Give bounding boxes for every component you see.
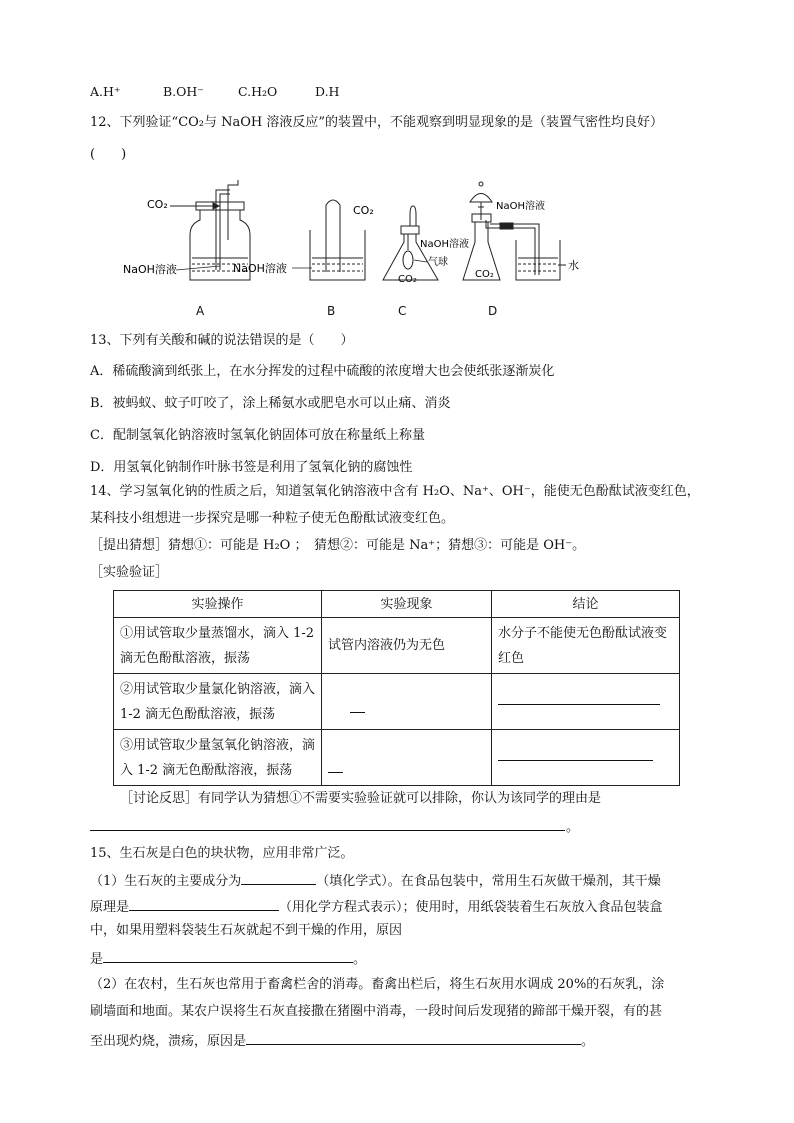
table-row (114, 618, 680, 674)
caption-d: D (488, 304, 498, 318)
q13-option-b: B．被蚂蚁、蚊子叮咬了，涂上稀氨水或肥皂水可以止痛、消炎 (90, 396, 451, 411)
q13-option-a: A．稀硫酸滴到纸张上，在水分挥发的过程中硫酸的浓度增大也会使纸张逐渐炭化 (90, 364, 555, 379)
row2-phenomenon-blank[interactable] (322, 674, 492, 730)
blank-formula[interactable] (241, 870, 316, 885)
q15-p2-line2: 刷墙面和地面。某农户误将生石灰直接撒在猪圈中消毒，一段时间后发现猪的蹄部干燥开裂，有的甚 (90, 1004, 663, 1019)
q12-answer-paren: ( ) (90, 147, 127, 162)
label-co2-a: CO₂ (147, 198, 168, 211)
q15-title: 15、生石灰是白色的块状物，应用非常广泛。 (90, 846, 354, 861)
q14-line-1: 14、学习氢氧化钠的性质之后，知道氢氧化钠溶液中含有 H₂O、Na⁺、OH⁻，能使无色酚酞试液变红色， (90, 484, 700, 499)
header-conclusion: 结论 (492, 591, 680, 618)
q13-stem: 13、下列有关酸和碱的说法错误的是（ ） (90, 333, 354, 348)
header-operation: 实验操作 (114, 591, 322, 618)
q13-option-d: D．用氢氧化钠制作叶脉书签是利用了氢氧化钠的腐蚀性 (90, 460, 413, 475)
q14-verify-heading: ［实验验证］ (90, 565, 169, 580)
caption-b: B (327, 304, 336, 318)
row3-conclusion-blank[interactable] (492, 730, 680, 786)
label-naoh-d: NaOH溶液 (496, 201, 545, 212)
q14-line-2: 某科技小组想进一步探究是哪一种粒子使无色酚酞试液变红色。 (90, 511, 455, 526)
row1-phenomenon: 试管内溶液仍为无色 (322, 618, 492, 674)
q12-stem: 12、下列验证“CO₂与 NaOH 溶液反应”的装置中，不能观察到明显现象的是（装置气密性均良好） (90, 115, 664, 130)
q15-p1-line4: 是 。 (90, 948, 366, 969)
blank-reason-2[interactable] (246, 1030, 581, 1045)
row1-conclusion: 水分子不能使无色酚酞试液变红色 (492, 618, 680, 674)
row2-conclusion-blank[interactable] (492, 674, 680, 730)
q11-option-a: A.H⁺ (90, 84, 121, 99)
q13-option-c: C．配制氢氧化钠溶液时氢氧化钠固体可放在称量纸上称量 (90, 428, 425, 443)
label-naoh-c: NaOH溶液 (420, 239, 469, 250)
blank-equation[interactable] (129, 896, 279, 911)
label-co2-d: CO₂ (475, 269, 494, 280)
q11-option-d: D.H (315, 84, 340, 99)
q14-discussion-blank[interactable] (90, 818, 565, 831)
q14-discussion: ［讨论反思］有同学认为猜想①不需要实验验证就可以排除，你认为该同学的理由是 (120, 791, 602, 806)
label-naoh-a: NaOH溶液 (123, 263, 177, 276)
label-balloon: 气球 (428, 257, 448, 268)
q12-apparatus-figure (120, 180, 590, 290)
caption-a: A (196, 304, 205, 318)
q14-end-mark: 。 (566, 820, 580, 835)
q11-option-b: B.OH⁻ (163, 84, 204, 99)
label-water: 水 (568, 259, 579, 272)
label-naoh-b: NaOH溶液 (233, 262, 287, 275)
q15-p1-line3: 中，如果用塑料袋装生石灰就起不到干燥的作用，原因 (90, 923, 403, 938)
header-phenomenon: 实验现象 (322, 591, 492, 618)
row3-phenomenon-blank[interactable] (322, 730, 492, 786)
experiment-table (113, 590, 680, 786)
table-header-row (114, 591, 680, 618)
row2-operation: ②用试管取少量氯化钠溶液，滴入 1-2 滴无色酚酞溶液，振荡 (114, 674, 322, 730)
label-co2-b: CO₂ (353, 204, 374, 217)
table-row (114, 730, 680, 786)
q14-guess: ［提出猜想］猜想①：可能是 H₂O ； 猜想②：可能是 Na⁺；猜想③：可能是 OH⁻。 (90, 538, 586, 553)
q15-p1-line2: 原理是 （用化学方程式表示）；使用时，用纸袋装着生石灰放入食品包装盒 (90, 896, 663, 917)
blank-reason-1[interactable] (103, 948, 353, 963)
caption-c: C (398, 304, 407, 318)
table-row (114, 674, 680, 730)
q11-option-c: C.H₂O (238, 84, 278, 99)
row3-operation: ③用试管取少量氢氧化钠溶液，滴入 1-2 滴无色酚酞溶液，振荡 (114, 730, 322, 786)
q15-p1-line1: （1）生石灰的主要成分为 （填化学式）。在食品包装中，常用生石灰做干燥剂，其干燥 (90, 870, 661, 891)
q15-p2-line1: （2）在农村，生石灰也常用于畜禽栏舍的消毒。畜禽出栏后，将生石灰用水调成 20%的石灰乳，涂 (90, 977, 665, 992)
label-co2-c: CO₂ (398, 274, 417, 285)
q15-p2-line3: 至出现灼烧，溃疡，原因是 。 (90, 1030, 594, 1051)
row1-operation: ①用试管取少量蒸馏水，滴入 1-2 滴无色酚酞溶液，振荡 (114, 618, 322, 674)
apparatus-d (463, 182, 566, 280)
